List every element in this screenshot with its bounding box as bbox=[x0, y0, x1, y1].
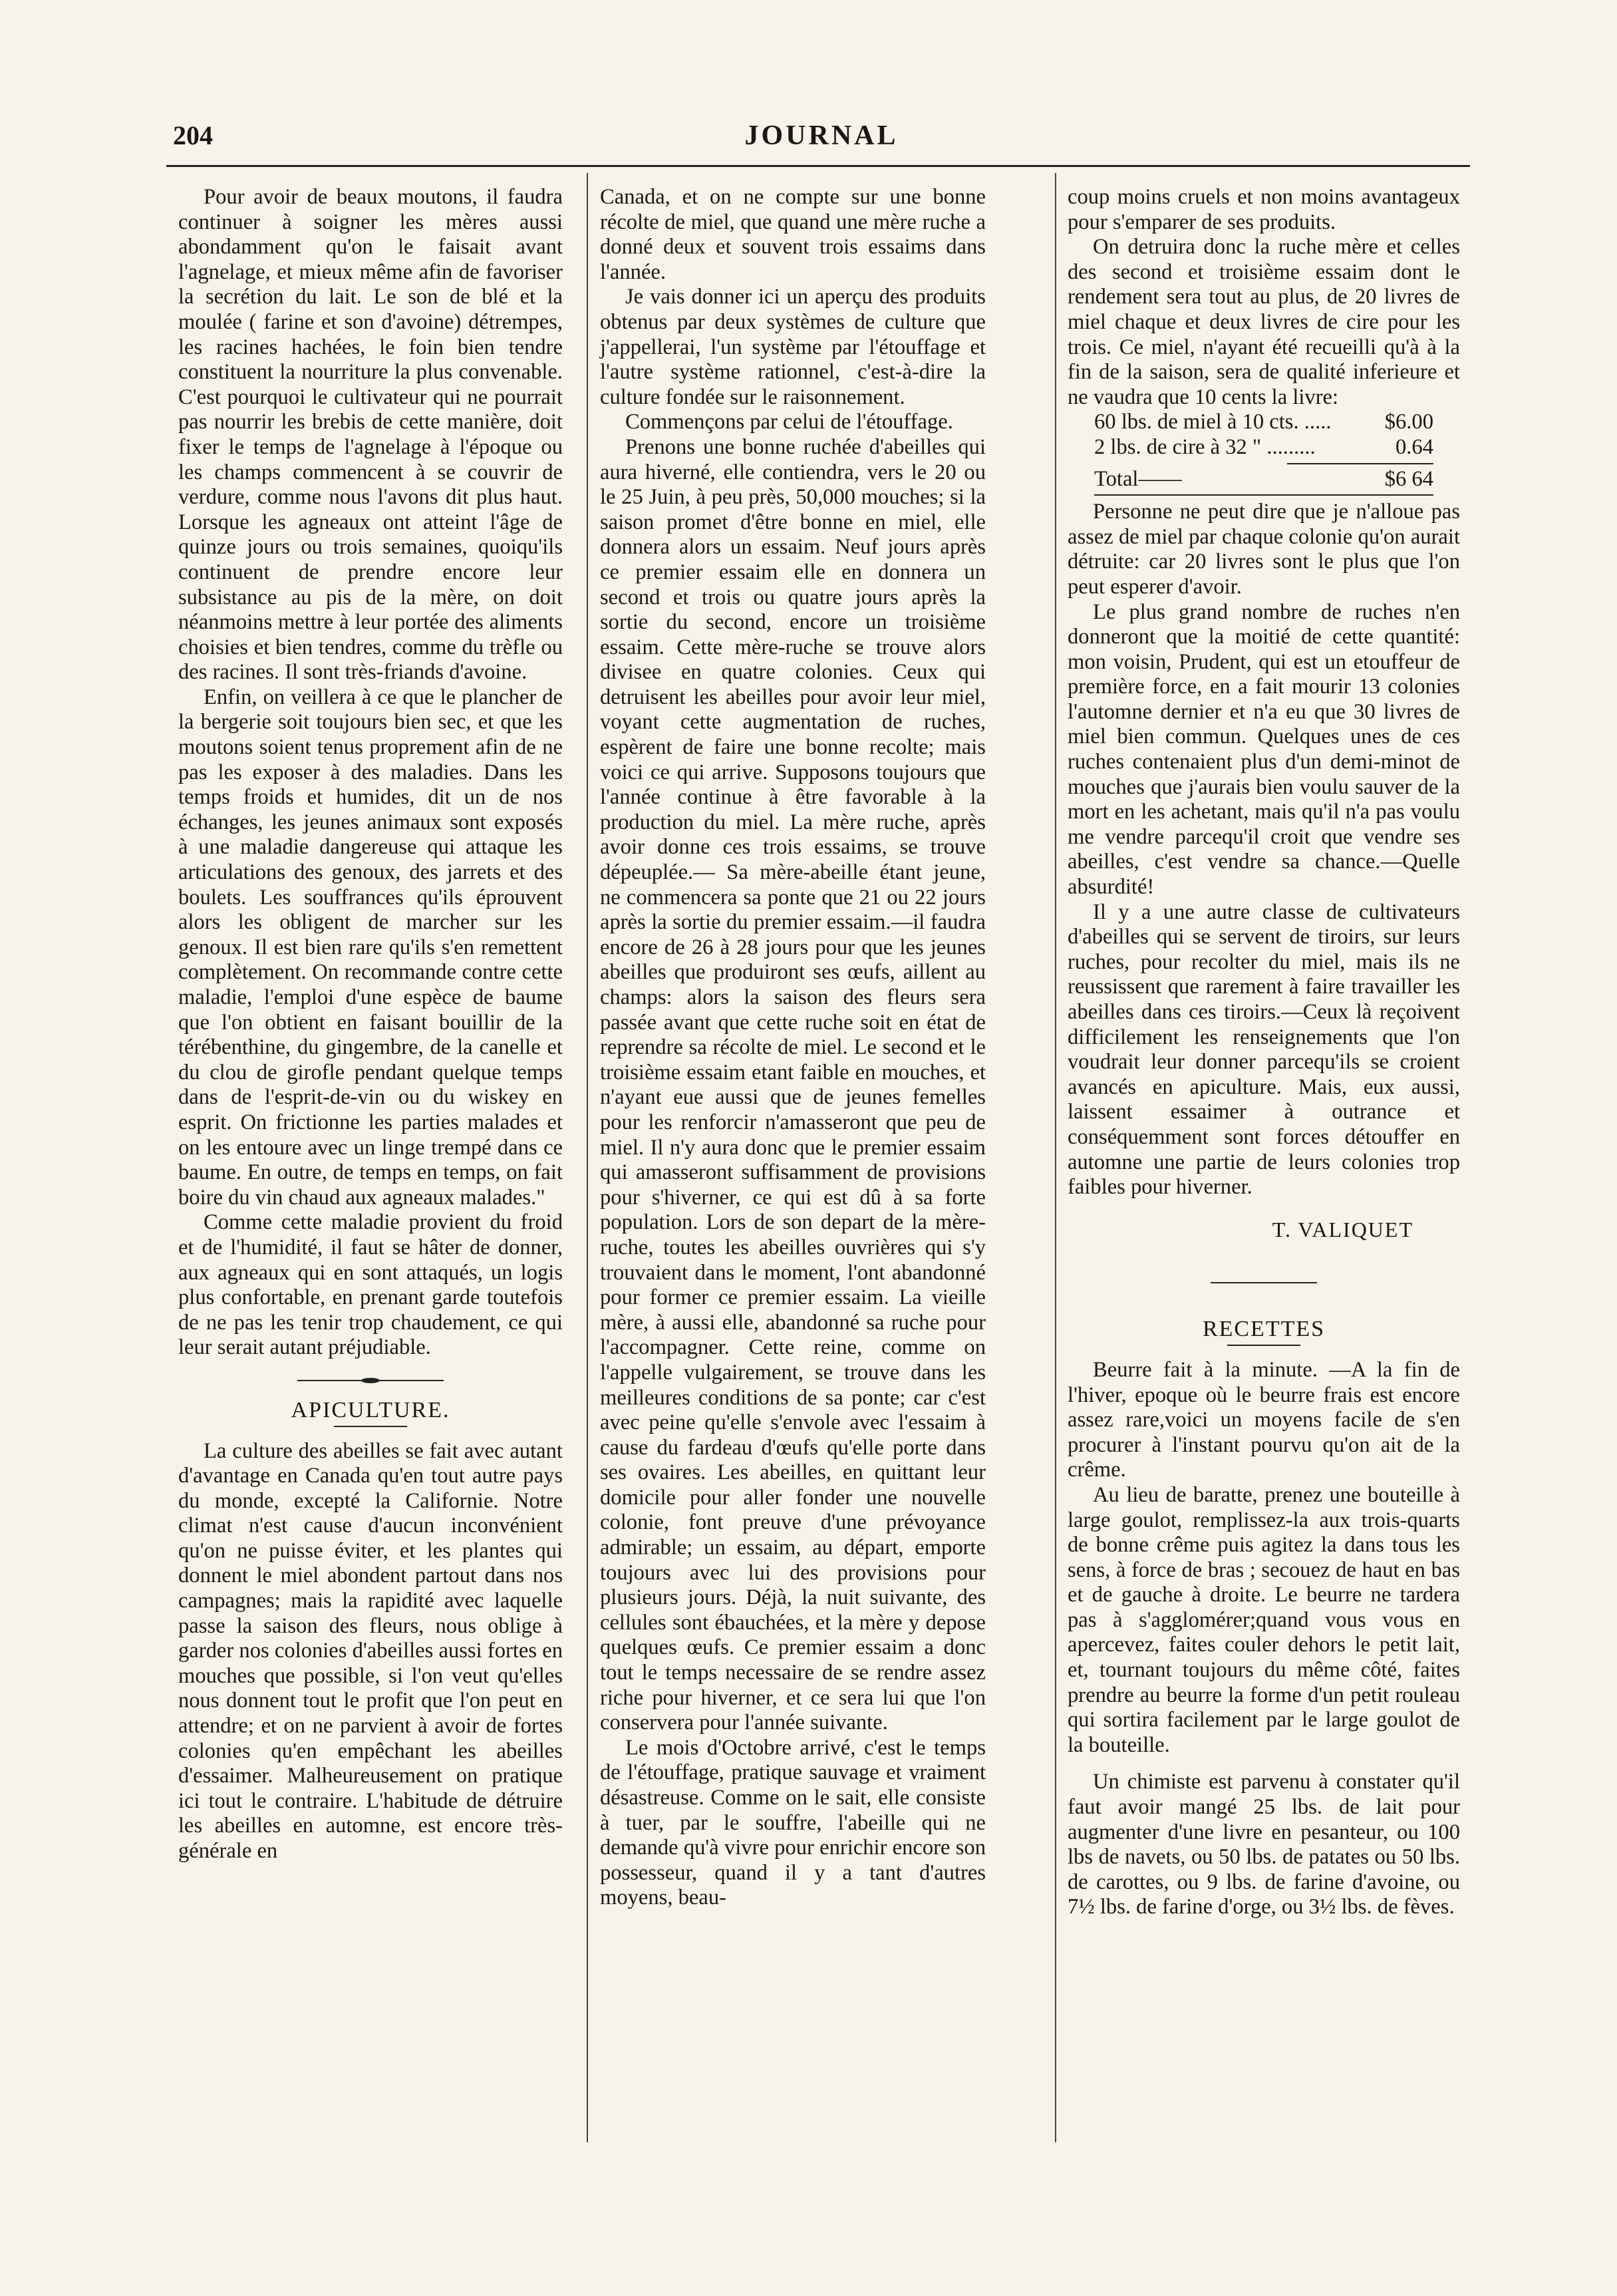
paragraph: Enfin, on veillera à ce que le plancher de la bergerie soit toujours bien sec, et que les moutons soient tenus proprement afin de ne pas les exposer à des maladies. Dans les temps froids et humides, dit un de nos échanges, les jeunes animaux sont exposés à une maladie dangereuse qui attaque les articulations des genoux, des jarrets et des boulets. Les souffrances qu'ils éprouvent alors les obligent de marcher sur les genoux. Il est bien rare qu'ils s'en remettent complètement. On recommande contre cette maladie, l'emploi d'une espèce de baume que l'on obtient en faisant bouillir de la térébenthine, du gingembre, de la canelle et du clou de girofle pendant quelque temps dans de l'esprit-de-vin ou du wiskey en esprit. On frictionne les parties malades et on les entoure avec un linge trempé dans ce baume. En outre, de temps en temps, on fait boire du vin chaud aux agneaux malades." bbox=[178, 685, 563, 1210]
paragraph: Prenons une bonne ruchée d'abeilles qui aura hiverné, elle contiendra, vers le 20 ou le 25 Juin, à peu près, 50,000 mouches; si la saison promet d'être bonne en miel, elle donnera alors un essaim. Neuf jours après ce premier essaim elle en donnera un second et trois ou quatre jours après la sortie du second, encore un troisième essaim. Cette mère-ruche se trouve alors divisee en quatre colonies. Ceux qui detruisent les abeilles pour avoir leur miel, voyant cette augmentation de ruches, espèrent de faire une bonne recolte; mais voici ce qui arrive. Supposons toujours que l'année continue à être favorable à la production du miel. La mère ruche, après avoir donne ces trois essaims, se trouve dépeuplée.— Sa mère-abeille étant jeune, ne commencera sa ponte que 21 ou 22 jours après la sortie du premier essaim.—il faudra encore de 26 à 28 jours pour que les jeunes abeilles que produiront ses œufs, aillent au champs: alors la saison des fleurs sera passée avant que cette ruche soit en état de reprendre sa récolte de miel. Le second et le troisième essaim etant faible en mouches, et n'ayant eue aussi que de jeunes femelles pour les renforcir n'amasseront que peu de miel. Il n'y aura donc que le premier essaim qui amasseront suffisamment de provisions pour s'hiverner, ce qui est dû à sa forte population. Lors de son depart de la mère-ruche, toutes les abeilles ouvrières qui s'y trouvaient dans le moment, l'ont abandonné pour former ce premier essaim. La vieille mère, à aussi elle, abandonné sa ruche pour l'accompagner. Cette reine, comme on l'appelle vulgairement, se trouve dans les meilleures conditions de sa ponte; car c'est avec peine qu'elle s'envole avec l'essaim à cause du fardeau d'œufs qu'elle porte dans ses ovaires. Les abeilles, en quittant leur domicile pour aller fonder une nouvelle colonie, font preuve d'une prévoyance admirable; un essaim, au départ, emporte toujours avec lui des provisions pour plusieurs jours. Déjà, la nuit suivante, des cellules sont ébauchées, et la mère y depose quelques œufs. Ce premier essaim a donc tout le temps necessaire de se rendre assez riche pour hiverner, et ce sera lui que l'on conservera pour l'année suivante. bbox=[600, 434, 986, 1735]
page-number: 204 bbox=[173, 120, 213, 150]
ledger-row bbox=[1068, 410, 1460, 435]
paragraph: Le plus grand nombre de ruches n'en donneront que la moitié de cette quantité: mon voisin, Prudent, qui est un etouffeur de première force, en a fait mourir 13 colonies l'automne dernier et n'a eu que 30 livres de miel bien commun. Quelques unes de ces ruches contenaient plus d'un demi-minot de mouches que j'aurais bien voulu sauver de la mort en les achetant, mais qu'il n'a pas voulu me vendre parcequ'il croit que vendre ses abeilles, c'est vendre sa chance.—Quelle absurdité! bbox=[1068, 599, 1460, 900]
ledger-amount: $6.00 bbox=[1384, 410, 1433, 434]
paragraph: Je vais donner ici un aperçu des produits obtenus par deux systèmes de culture que j'appellerai, l'un système par l'étouffage et l'autre système rationnel, c'est-à-dire la culture fondée sur le raisonnement. bbox=[600, 285, 986, 409]
paragraph: Comme cette maladie provient du froid et de l'humidité, il faut se hâter de donner, aux agneaux qui en sont attaqués, un logis plus confortable, en prenant garde toutefois de ne pas les tenir trop chaudement, ce qui leur serait autant préjudiable. bbox=[178, 1210, 563, 1360]
section-title-apiculture: APICULTURE. bbox=[291, 1397, 450, 1422]
paragraph: Un chimiste est parvenu à constater qu'il faut avoir mangé 25 lbs. de lait pour augmenter d'une livre en pesanteur, ou 100 lbs de navets, ou 50 lbs. de patates ou 50 lbs. de carottes, ou 9 lbs. de farine d'avoine, ou 7½ lbs. de farine d'orge, ou 3½ lbs. de fèves. bbox=[1068, 1770, 1460, 1919]
ledger-row bbox=[1068, 435, 1460, 460]
page-header bbox=[173, 120, 1470, 166]
ledger-label: 60 lbs. de miel à 10 cts. ..... bbox=[1094, 410, 1332, 434]
paragraph: La culture des abeilles se fait avec autant d'avantage en Canada qu'en tout autre pays du monde, excepté la Californie. Notre climat n'est cause d'aucun inconvénient qu'on ne puisse éviter, et les plantes qui donnent le miel abondent partout dans nos campagnes; mais la rapidité avec laquelle passe la saison des fleurs, nous oblige à garder nos colonies d'abeilles aussi fortes en mouches que possible, si l'on veut qu'elles nous donnent tout le profit que l'on peut en attendre; et on ne parvient à avoir de fortes colonies qu'en empêchant les abeilles d'essaimer. Malheureusement on pratique ici tout le contraire. L'habitude de détruire les abeilles en automne, est encore très-générale en bbox=[178, 1438, 563, 1863]
total-rule bbox=[1094, 494, 1433, 496]
paragraph: Beurre fait à la minute. —A la fin de l'hiver, epoque où le beurre frais est encore assez rare,voici un moyens facile de s'en procurer à l'instant pourvu qu'on ait de la crême. bbox=[1068, 1357, 1460, 1482]
column-3 bbox=[1068, 185, 1460, 1920]
ledger bbox=[1068, 410, 1460, 496]
ledger-total-row bbox=[1068, 467, 1460, 492]
paragraph: Canada, et on ne compte sur une bonne récolte de miel, que quand une mère ruche a donné deux et souvent trois essaims dans l'année. bbox=[600, 185, 986, 284]
author-signature: T. VALIQUET bbox=[1272, 1217, 1413, 1241]
paragraph: coup moins cruels et non moins avantageux pour s'emparer de ses produits. bbox=[1068, 185, 1460, 234]
paragraph: Personne ne peut dire que je n'alloue pas assez de miel par chaque colonie qu'on aurait détruite: car 20 livres sont le plus que l'on peut esperer d'avoir. bbox=[1068, 500, 1460, 599]
ledger-amount: 0.64 bbox=[1395, 434, 1433, 459]
column-divider bbox=[1055, 173, 1056, 2142]
ornamental-rule bbox=[297, 1378, 444, 1383]
journal-title: JOURNAL bbox=[744, 120, 899, 151]
column-2 bbox=[600, 185, 986, 1911]
paragraph: Commençons par celui de l'étouffage. bbox=[625, 410, 953, 434]
ledger-label: 2 lbs. de cire à 32 " ......... bbox=[1094, 434, 1316, 459]
paragraph: On detruira donc la ruche mère et celles des second et troisième essaim dont le rendement sera tout au plus, de 20 livres de miel chaque et deux livres de cire pour les trois. Ce miel, n'ayant été recueilli qu'à à la fin de la saison, sera de qualité inferieure et ne vaudra que 10 cents la livre: bbox=[1068, 235, 1460, 409]
ledger-total-label: Total—— bbox=[1094, 466, 1182, 491]
ledger-rule bbox=[1287, 463, 1433, 464]
paragraph: Au lieu de baratte, prenez une bouteille à large goulot, remplissez-la aux trois-quarts de bonne crême puis agitez la dans tous les sens, à force de bras ; secouez de haut en bas et de gauche à droite. Le beurre ne tardera pas à s'agglomérer;quand vous vous en apercevez, faites couler dehors le petit lait, et, tournant toujours du même côté, faites prendre au beurre la forme d'un petit rouleau qui sortira facilement par le large goulot de la bouteille. bbox=[1068, 1482, 1460, 1757]
header-rule bbox=[166, 165, 1470, 167]
column-divider bbox=[587, 173, 588, 2142]
paragraph: Le mois d'Octobre arrivé, c'est le temps de l'étouffage, pratique sauvage et vraiment désastreuse. Comme on le sait, elle consiste à tuer, par le souffre, l'abeille qui ne demande qu'à vivre pour enrichir encore son possesseur, quand il y a tant d'autres moyens, beau- bbox=[600, 1735, 986, 1910]
section-title-recettes: RECETTES bbox=[1202, 1317, 1326, 1342]
title-rule bbox=[334, 1426, 407, 1427]
ledger-total-amount: $6 64 bbox=[1384, 466, 1433, 491]
column-1 bbox=[178, 185, 563, 1864]
title-rule bbox=[1227, 1345, 1300, 1346]
paragraph: Il y a une autre classe de cultivateurs d'abeilles qui se servent de tiroirs, sur leurs ruches, pour recolter du miel, mais ils ne reussissent que rarement à faire travailler les abeilles dans ces tiroirs.—Ceux là reçoivent difficilement les renseignements que l'on voudrait leur donner parcequ'ils se croient avancés en apiculture. Mais, eux aussi, laissent essaimer à outrance et conséquemment sont forces détouffer en automne une partie de leurs colonies trop faibles pour hiverner. bbox=[1068, 900, 1460, 1200]
paragraph: Pour avoir de beaux moutons, il faudra continuer à soigner les mères aussi abondamment qu'on le faisait avant l'agnelage, et mieux même afin de favoriser la secrétion du lait. Le son de blé et la moulée ( farine et son d'avoine) détrempes, les racines hachées, le foin bien tendre constituent la nourriture la plus convenable. C'est pourquoi le cultivateur qui ne pourrait pas nourrir les brebis de cette manière, doit fixer le temps de l'agnelage à l'époque ou les champs commencent à se couvrir de verdure, comme nous l'avons dit plus haut. Lorsque les agneaux ont atteint l'âge de quinze jours ou trois semaines, quoiqu'ils continuent de prendre encore leur subsistance au pis de la mère, on doit néanmoins mettre à leur portée des aliments choisies et bien tendres, comme du trèfle ou des racines. Il sont très-friands d'avoine. bbox=[178, 185, 563, 685]
